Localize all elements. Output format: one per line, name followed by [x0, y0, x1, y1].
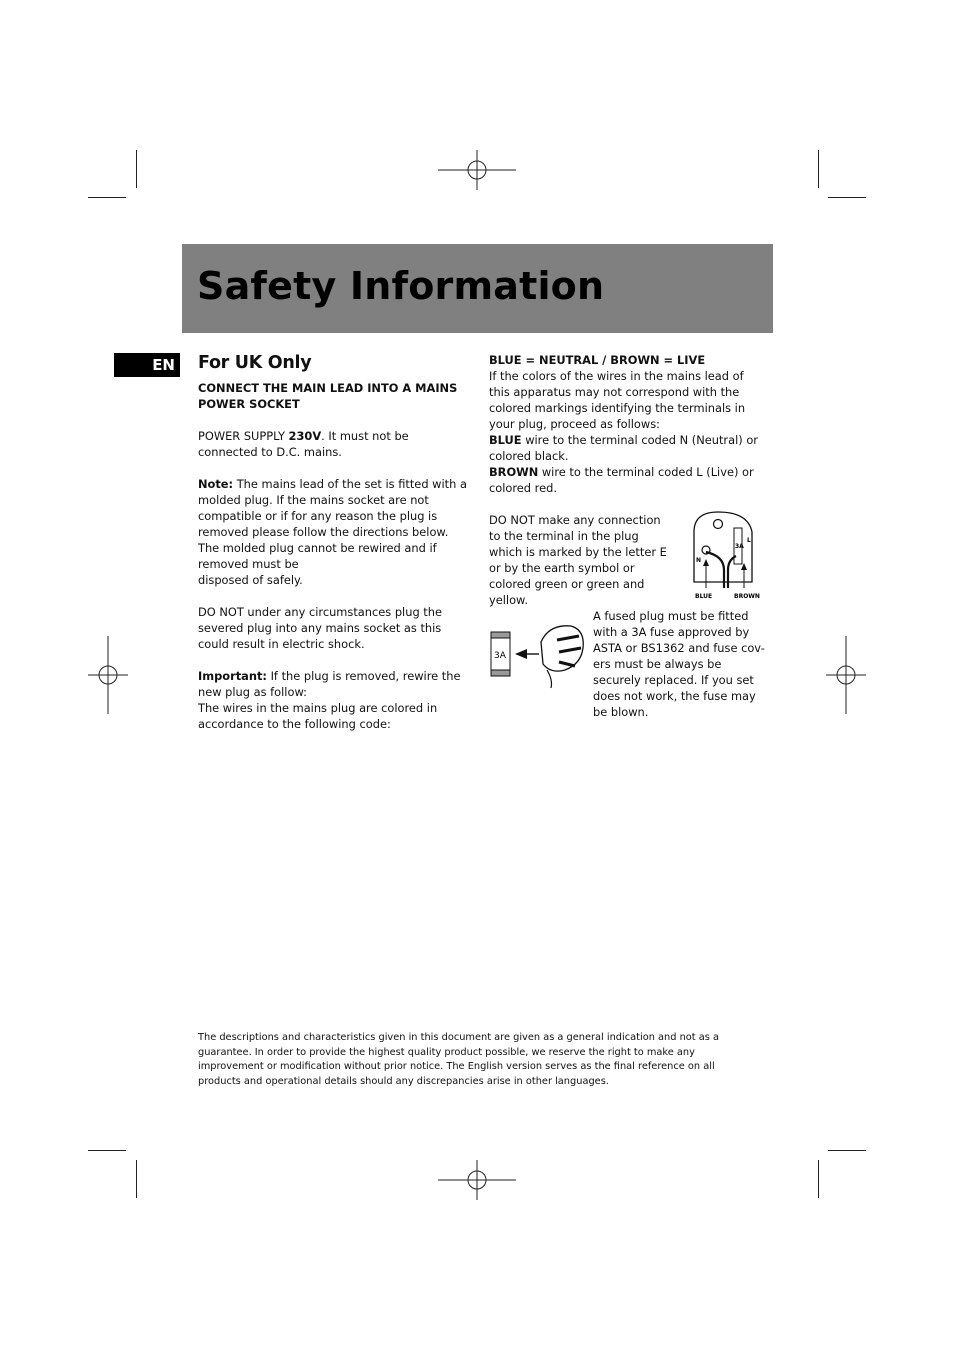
warning-paragraph: DO NOT under any circumstances plug the severed plug into any mains socket as this could result in electric shock. [198, 605, 442, 651]
live-terminal-label: L [747, 537, 751, 544]
earth-warning: DO NOT make any connection to the terminal in the plug which is marked by the letter E or by the earth symbol or colored green or green and yellow. [489, 513, 667, 607]
blue-wire-instruction [489, 432, 761, 464]
important-label: Important: [198, 669, 267, 683]
note-label: Note: [198, 477, 234, 491]
brown-wire-instruction [489, 464, 761, 480]
note-text: The mains lead of the set is fitted with a molded plug. If the mains socket are not compatible or if for any reason the plug is removed please follow the directions below. The molded plug cannot be rewired and if removed must be [198, 477, 467, 571]
crop-mark [88, 1150, 126, 1151]
brown-text: wire to the terminal coded L (Live) or [538, 465, 754, 479]
instruction-heading: CONNECT THE MAIN LEAD INTO A MAINS POWER SOCKET [198, 381, 458, 411]
footer-disclaimer: The descriptions and characteristics given in this document are given as a general indication and not as a guarantee. In order to provide the highest quality product possible, we reserve the right to make any improvement or modification without prior notice. The English version serves as the final reference on all products and operational details should any discrepancies arise in other languages. [198, 1032, 719, 1087]
fuse-instruction: A fused plug must be fitted with a 3A fuse approved by ASTA or BS1362 and fuse cov-ers must be always be securely replaced. If you set does not work, the fuse may be blown. [593, 609, 765, 719]
fuse-plug-diagram [489, 618, 591, 690]
power-supply-prefix: POWER SUPPLY [198, 429, 289, 443]
title-banner [182, 244, 773, 333]
power-supply-paragraph [198, 428, 470, 460]
crop-mark [818, 1160, 819, 1198]
important-continuation: The wires in the mains plug are colored in accordance to the following code: [198, 701, 438, 731]
important-text: If the plug is removed, rewire the new plug as follow: [198, 669, 461, 699]
section-title: For UK Only [198, 353, 312, 373]
blue-wire-label: BLUE [695, 593, 713, 600]
crop-mark [828, 197, 866, 198]
crop-mark [828, 1150, 866, 1151]
fuse-label: 3A [494, 651, 506, 661]
crop-mark [136, 150, 137, 188]
blue-label: BLUE [489, 433, 522, 447]
brown-wire-label: BROWN [734, 593, 760, 600]
right-column [489, 352, 761, 512]
registration-mark-icon [438, 1160, 516, 1200]
crop-mark [88, 197, 126, 198]
left-column [198, 352, 470, 748]
language-tab: EN [114, 353, 180, 377]
plug-wiring-diagram [686, 508, 764, 602]
voltage-value: 230V [288, 429, 322, 443]
power-supply-suffix: . It must not be connected to D.C. mains. [198, 429, 409, 459]
brown-continuation: colored red. [489, 481, 557, 495]
crop-mark [818, 150, 819, 188]
registration-mark-icon [826, 636, 866, 714]
brown-label: BROWN [489, 465, 539, 479]
neutral-terminal-label: N [696, 557, 702, 564]
important-paragraph [198, 668, 470, 700]
registration-mark-icon [438, 150, 516, 190]
page-title: Safety Information [197, 264, 605, 308]
blue-text: wire to the terminal coded N (Neutral) or colored black. [489, 433, 758, 463]
intro-paragraph: If the colors of the wires in the mains lead of this apparatus may not correspond with the colored markings identifying the terminals in your plug, proceed as follows: [489, 369, 746, 431]
registration-mark-icon [88, 636, 128, 714]
crop-mark [136, 1160, 137, 1198]
note-continuation: disposed of safely. [198, 573, 303, 587]
color-code-heading: BLUE = NEUTRAL / BROWN = LIVE [489, 353, 706, 367]
note-paragraph [198, 476, 470, 572]
fuse-marking: 3A [735, 543, 744, 550]
